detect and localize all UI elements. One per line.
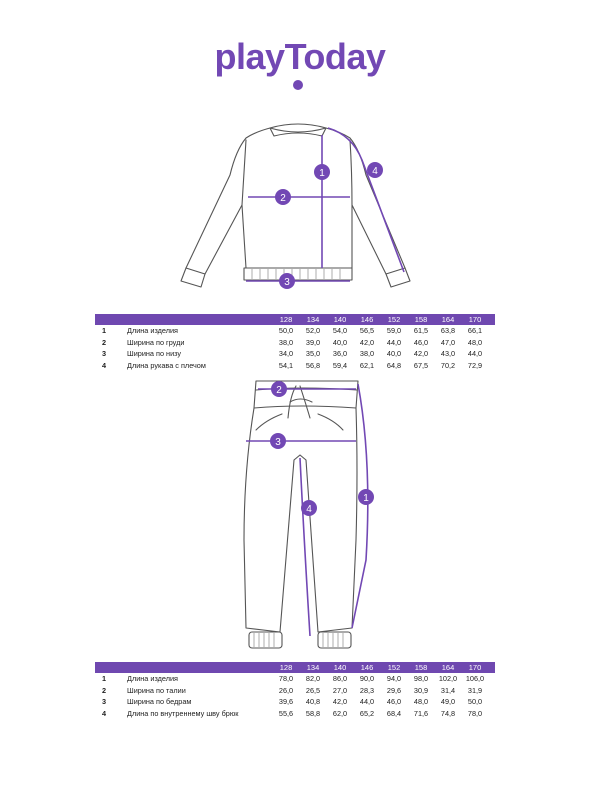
cell: 42,0 [332,697,348,706]
cell: 40,0 [386,349,402,358]
sweatshirt-badge-3: 3 [284,277,290,288]
table-row [95,673,495,685]
size-header: 170 [468,663,482,672]
cell: 62,1 [359,360,375,370]
row-number: 2 [102,685,107,695]
cell: 54,1 [278,360,294,370]
cell: 94,0 [386,674,402,683]
sweatshirt-badge-2: 2 [280,193,286,204]
cell: 39,6 [278,697,294,706]
cell: 59,0 [386,326,402,335]
cell: 106,0 [465,674,485,683]
cell: 61,5 [413,326,429,335]
pants-size-table [95,662,495,719]
table-header [95,662,495,673]
row-number: 4 [102,360,107,370]
cell: 50,0 [278,326,294,335]
table-row [95,685,495,697]
cell: 29,6 [386,685,402,695]
row-label: Длина рукава с плечом [127,360,206,370]
sweatshirt-size-table [95,314,495,371]
table-row [95,325,495,337]
pants-sketch [0,375,600,660]
table-header [95,314,495,325]
cell: 39,0 [305,337,321,347]
row-number: 3 [102,697,107,706]
row-label: Ширина по талии [127,685,186,695]
size-header: 134 [306,315,320,324]
size-header: 158 [414,315,428,324]
row-label: Длина по внутреннему шву брюк [127,708,239,718]
size-header: 128 [279,315,293,324]
cell: 26,0 [278,685,294,695]
pants-badge-2: 2 [276,385,282,396]
cell: 82,0 [305,674,321,683]
cell: 36,0 [332,349,348,358]
cell: 28,3 [359,685,375,695]
sweatshirt-badge-4: 4 [372,166,378,177]
cell: 38,0 [278,337,294,347]
cell: 70,2 [440,360,456,370]
table-row [95,348,495,360]
cell: 47,0 [440,337,456,347]
size-header: 146 [360,663,374,672]
row-number: 3 [102,349,107,358]
row-label: Длина изделия [127,326,179,335]
cell: 31,4 [440,685,456,695]
cell: 65,2 [359,708,375,718]
size-header: 128 [279,663,293,672]
pants-badge-1: 1 [363,493,369,504]
cell: 78,0 [278,674,294,683]
row-number: 4 [102,708,107,718]
row-number: 2 [102,337,107,347]
row-number: 1 [102,674,107,683]
table-row [95,337,495,349]
brand-logo: playToday [214,36,386,77]
cell: 68,4 [386,708,402,718]
cell: 48,0 [467,337,483,347]
cell: 54,0 [332,326,348,335]
cell: 40,0 [332,337,348,347]
cell: 30,9 [413,685,429,695]
row-label: Ширина по бедрам [127,697,192,706]
cell: 72,9 [467,360,483,370]
size-header: 170 [468,315,482,324]
cell: 102,0 [438,674,458,683]
cell: 46,0 [413,337,429,347]
table-row [95,696,495,708]
pants-badge-3: 3 [275,437,281,448]
size-header: 146 [360,315,374,324]
row-label: Ширина по низу [127,349,182,358]
cell: 43,0 [440,349,456,358]
cell: 58,8 [305,708,321,718]
cell: 56,8 [305,360,321,370]
cell: 26,5 [305,685,321,695]
cell: 35,0 [305,349,321,358]
cell: 52,0 [305,326,321,335]
cell: 49,0 [440,697,456,706]
cell: 44,0 [467,349,483,358]
cell: 98,0 [413,674,429,683]
row-number: 1 [102,326,107,335]
logo-dot-icon [293,80,303,90]
row-label: Длина изделия [127,674,179,683]
cell: 40,8 [305,697,321,706]
cell: 31,9 [467,685,483,695]
cell: 67,5 [413,360,429,370]
cell: 27,0 [332,685,348,695]
size-header: 140 [333,315,347,324]
size-header: 134 [306,663,320,672]
cell: 34,0 [278,349,294,358]
cell: 66,1 [467,326,483,335]
table-row [95,708,495,720]
size-header: 164 [441,663,455,672]
cell: 38,0 [359,349,375,358]
cell: 48,0 [413,697,429,706]
cell: 71,6 [413,708,429,718]
sweatshirt-badge-1: 1 [319,168,325,179]
cell: 64,8 [386,360,402,370]
size-header: 140 [333,663,347,672]
cell: 74,8 [440,708,456,718]
sweatshirt-sketch [0,115,600,295]
cell: 44,0 [359,697,375,706]
cell: 86,0 [332,674,348,683]
cell: 63,8 [440,326,456,335]
cell: 46,0 [386,697,402,706]
cell: 59,4 [332,360,348,370]
cell: 42,0 [413,349,429,358]
cell: 55,6 [278,708,294,718]
size-header: 164 [441,315,455,324]
cell: 90,0 [359,674,375,683]
table-row [95,360,495,372]
cell: 44,0 [386,337,402,347]
size-header: 152 [387,663,401,672]
size-header: 158 [414,663,428,672]
row-label: Ширина по груди [127,337,185,347]
cell: 42,0 [359,337,375,347]
pants-badge-4: 4 [306,504,312,515]
cell: 50,0 [467,697,483,706]
size-header: 152 [387,315,401,324]
cell: 62,0 [332,708,348,718]
cell: 56,5 [359,326,375,335]
cell: 78,0 [467,708,483,718]
